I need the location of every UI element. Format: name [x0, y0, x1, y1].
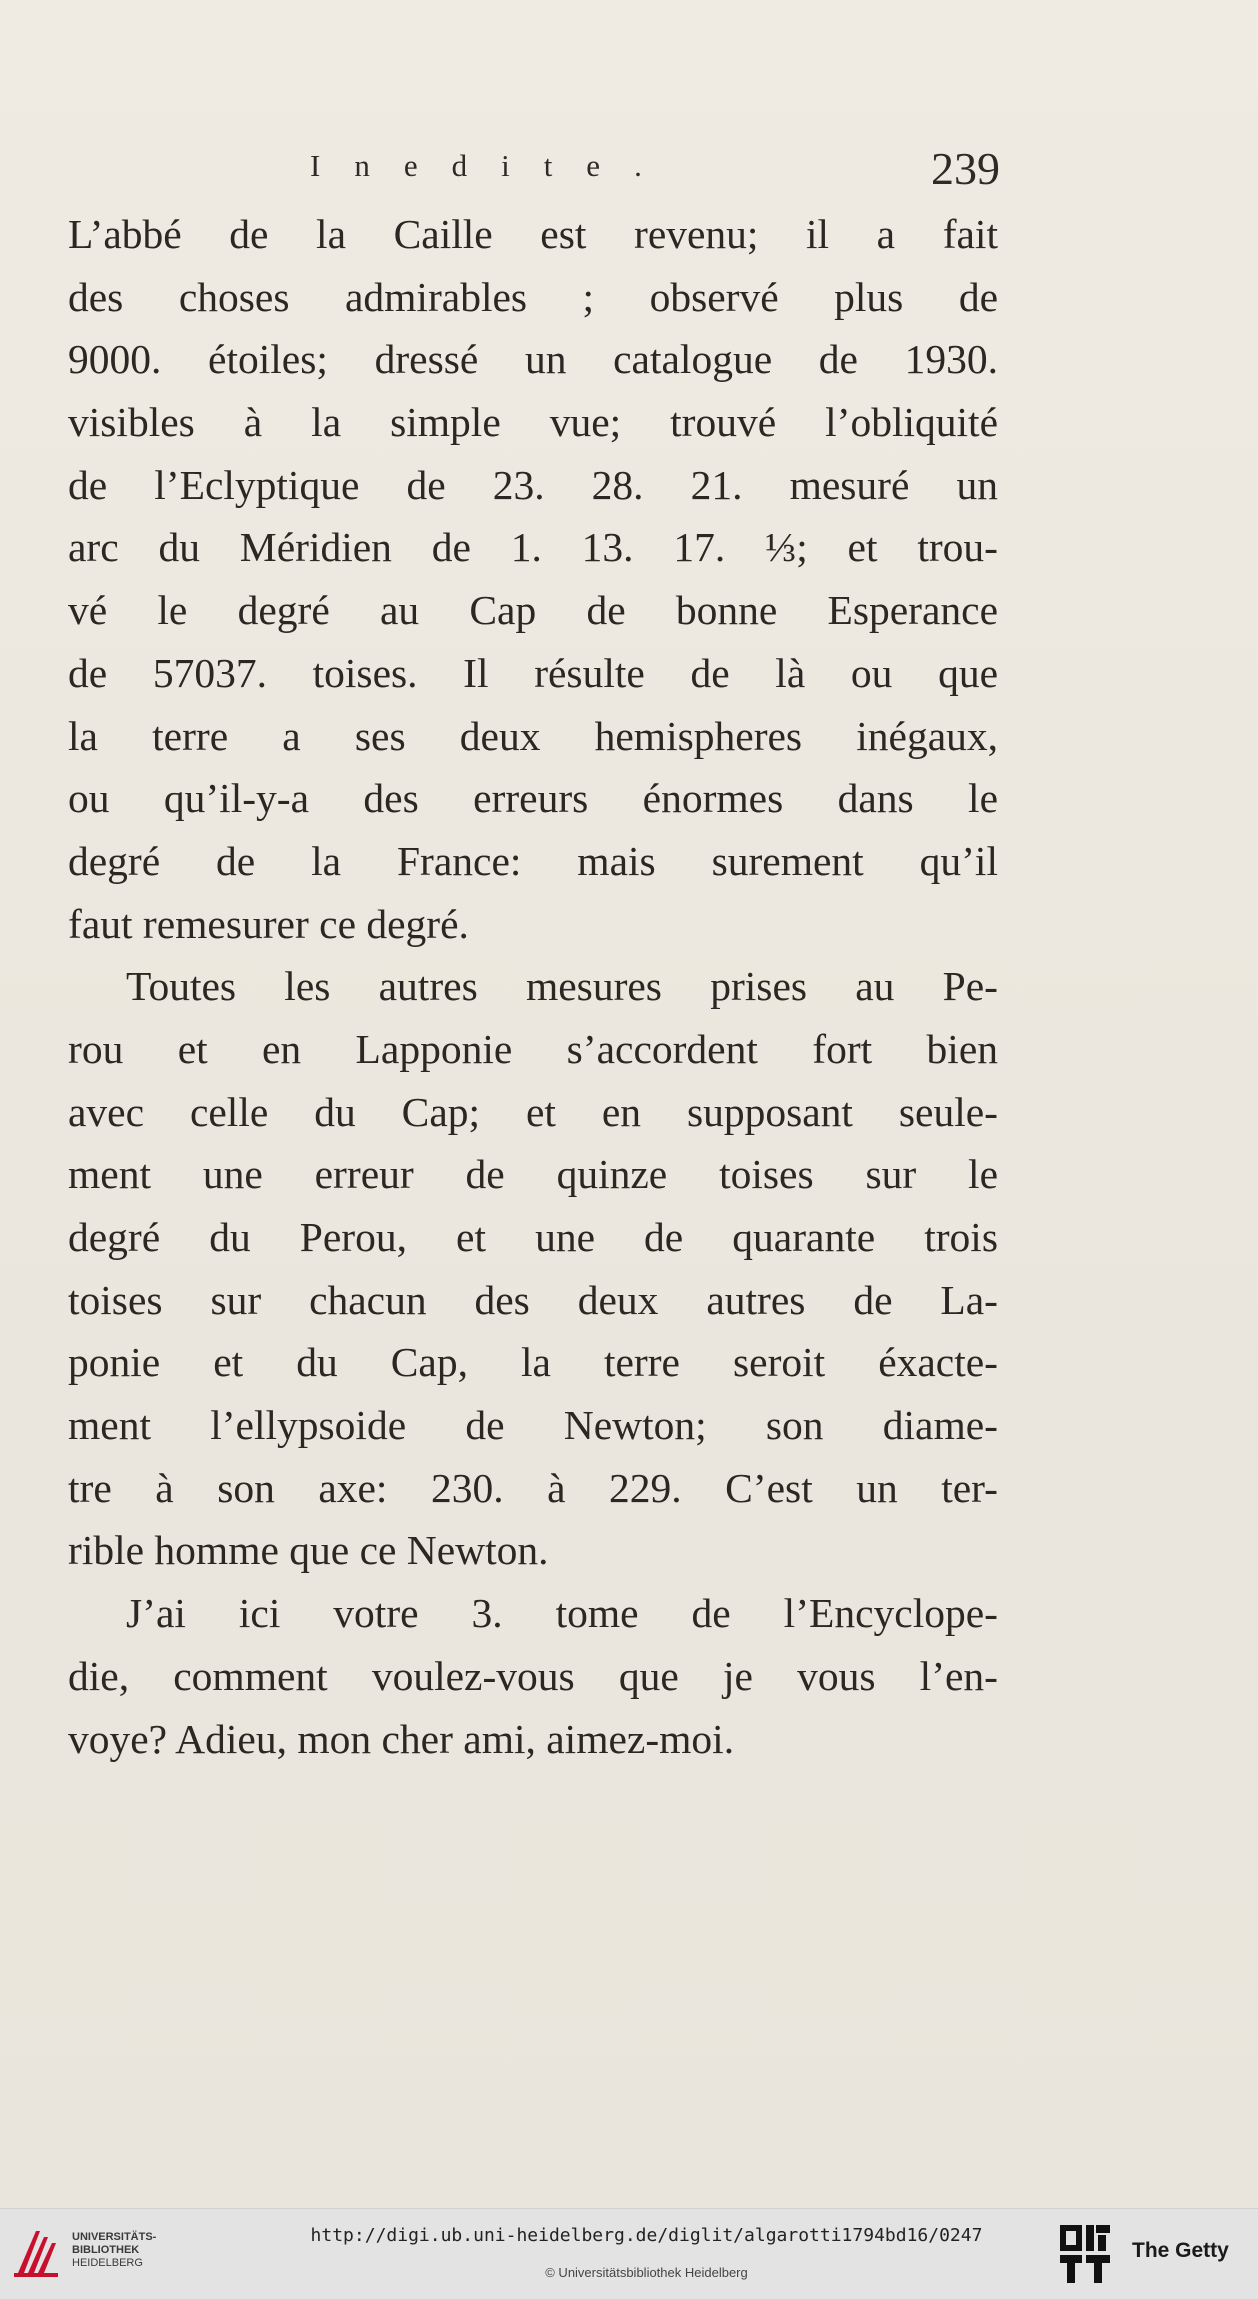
getty-logo-icon — [1058, 2223, 1112, 2285]
library-name-line-1: UNIVERSITÄTS- — [72, 2231, 157, 2243]
text-line: tre à son axe: 230. à 229. C’est un ter- — [68, 1464, 998, 1511]
text-line: des choses admirables ; observé plus de — [68, 273, 998, 320]
text-line: 9000. étoiles; dressé un catalogue de 1930. — [68, 336, 998, 383]
text-line: faut remesurer ce degré. — [68, 900, 469, 947]
text-line: ment une erreur de quinze toises sur le — [68, 1151, 998, 1198]
running-head-title: Inedite. — [310, 148, 676, 183]
text-line: de l’Eclyptique de 23. 28. 21. mesuré un — [68, 461, 998, 508]
letter-text — [68, 203, 998, 1770]
text-line: la terre a ses deux hemispheres inégaux, — [68, 712, 998, 759]
text-line: rou et en Lapponie s’accordent fort bien — [68, 1025, 998, 1072]
text-line: toises sur chacun des deux autres de La- — [68, 1276, 998, 1323]
text-line: J’ai ici votre 3. tome de l’Encyclope- — [126, 1590, 998, 1637]
page-number: 239 — [931, 143, 1000, 194]
text-line: arc du Méridien de 1. 13. 17. ⅓; et trou- — [68, 524, 998, 571]
text-line: ment l’ellypsoide de Newton; son diame- — [68, 1402, 998, 1449]
text-line: degré du Perou, et une de quarante trois — [68, 1214, 998, 1260]
text-line: ou qu’il-y-a des erreurs énormes dans le — [68, 775, 998, 822]
library-name-line-2: BIBLIOTHEK — [72, 2244, 140, 2256]
viewer-footer — [0, 2208, 1258, 2299]
text-line: visibles à la simple vue; trouvé l’obliquité — [68, 399, 998, 446]
text-line: vé le degré au Cap de bonne Esperance — [68, 587, 998, 634]
text-line: rible homme que ce Newton. — [68, 1527, 549, 1574]
text-line: avec celle du Cap; et en supposant seule- — [68, 1088, 998, 1135]
partner-name: The Getty — [1132, 2239, 1229, 2262]
text-line: degré de la France: mais surement qu’il — [68, 837, 998, 884]
copyright-notice: © Universitätsbibliothek Heidelberg — [545, 2265, 748, 2280]
text-line: voye? Adieu, mon cher ami, aimez-moi. — [68, 1715, 735, 1762]
library-name-line-3: HEIDELBERG — [72, 2257, 143, 2269]
text-line: Toutes les autres mesures prises au Pe- — [126, 963, 998, 1010]
running-head — [310, 143, 1000, 208]
text-line: ponie et du Cap, la terre seroit éxacte- — [68, 1339, 998, 1386]
text-line: L’abbé de la Caille est revenu; il a fait — [68, 211, 998, 257]
text-line: de 57037. toises. Il résulte de là ou que — [68, 649, 998, 696]
permalink-url[interactable]: http://digi.ub.uni-heidelberg.de/diglit/algarotti1794bd16/0247 — [310, 2225, 983, 2246]
text-line: die, comment voulez-vous que je vous l’en- — [68, 1652, 998, 1699]
